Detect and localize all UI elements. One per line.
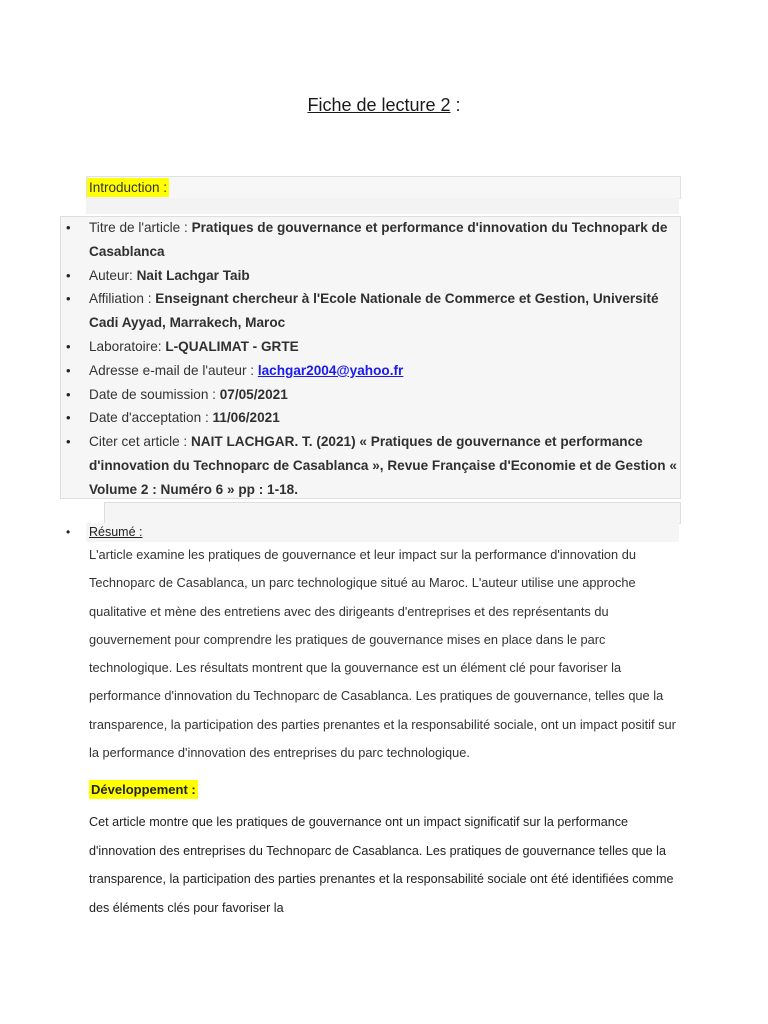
info-label: Citer cet article : xyxy=(89,434,191,450)
page-title-text: Fiche de lecture 2 xyxy=(307,95,451,115)
spacer-band xyxy=(86,523,679,542)
info-label: Date de soumission : xyxy=(89,386,220,402)
resume-paragraph: L'article examine les pratiques de gouvernance et leur impact sur la performance d'innovation du Technoparc de Casablanca, un parc technologique situé au Maroc. L'auteur utilise une approche qualitative et mène des entretiens avec des dirigeants d'entreprises et des représentants du gouvernement pour comprendre les pratiques de gouvernance mises en place dans le parc technologique. Les résultats montrent que la gouvernance est un élément clé pour favoriser la performance d'innovation du Technoparc de Casablanca. Les pratiques de gouvernance, telles que la transparence, la participation des parties prenantes et la responsabilité sociale, ont un impact positif sur la performance d'innovation des entreprises du parc technologique. xyxy=(89,547,676,761)
info-value: Enseignant chercheur à l'Ecole Nationale de Commerce et Gestion, Université Cadi Ayyad, Marrakech, Maroc xyxy=(89,291,659,331)
info-item-citation xyxy=(89,430,679,501)
info-item-laboratory xyxy=(89,335,679,359)
page-title xyxy=(0,95,768,116)
resume-heading: Résumé : xyxy=(89,525,143,539)
info-value: NAIT LACHGAR. T. (2021) « Pratiques de gouvernance et performance d'innovation du Technoparc de Casablanca », Revue Française d'Economie et de Gestion « Volume 2 : Numéro 6 » pp : 1-18. xyxy=(89,434,677,497)
info-label: Auteur: xyxy=(89,267,137,283)
info-value: Nait Lachgar Taib xyxy=(136,267,250,283)
info-label: Titre de l'article : xyxy=(89,220,192,235)
info-item-author xyxy=(89,264,679,288)
info-value: 11/06/2021 xyxy=(212,410,280,426)
info-value: L-QUALIMAT - GRTE xyxy=(165,338,299,354)
developpement-heading: Développement : xyxy=(91,782,196,797)
spacer-band xyxy=(86,198,679,214)
info-item-email xyxy=(89,359,679,383)
info-value: Pratiques de gouvernance et performance d'innovation du Technopark de Casablanca xyxy=(89,220,668,259)
spacer-band xyxy=(104,502,681,524)
info-item-acceptance-date xyxy=(89,406,679,430)
info-item-submission-date xyxy=(89,383,679,407)
info-label: Laboratoire: xyxy=(89,338,166,354)
page-title-suffix: : xyxy=(450,95,461,115)
bullet-icon: • xyxy=(66,525,71,539)
info-value: 07/05/2021 xyxy=(219,386,288,402)
info-item-affiliation xyxy=(89,287,679,335)
article-info-list xyxy=(89,216,679,502)
info-item-title xyxy=(89,216,679,264)
introduction-heading-bar xyxy=(86,176,681,199)
info-label: Adresse e-mail de l'auteur : xyxy=(89,362,258,378)
introduction-heading: Introduction : xyxy=(89,180,168,195)
author-email-link[interactable]: lachgar2004@yahoo.fr xyxy=(257,362,404,378)
info-label: Affiliation : xyxy=(89,291,156,307)
developpement-paragraph: Cet article montre que les pratiques de gouvernance ont un impact significatif sur la performance d'innovation des entreprises du Technoparc de Casablanca. Les pratiques de gouvernance telles que la transparence, la participation des parties prenantes et la responsabilité sociale ont été identifiées comme des éléments clés pour favoriser la xyxy=(89,815,674,916)
info-label: Date d'acceptation : xyxy=(89,410,213,426)
